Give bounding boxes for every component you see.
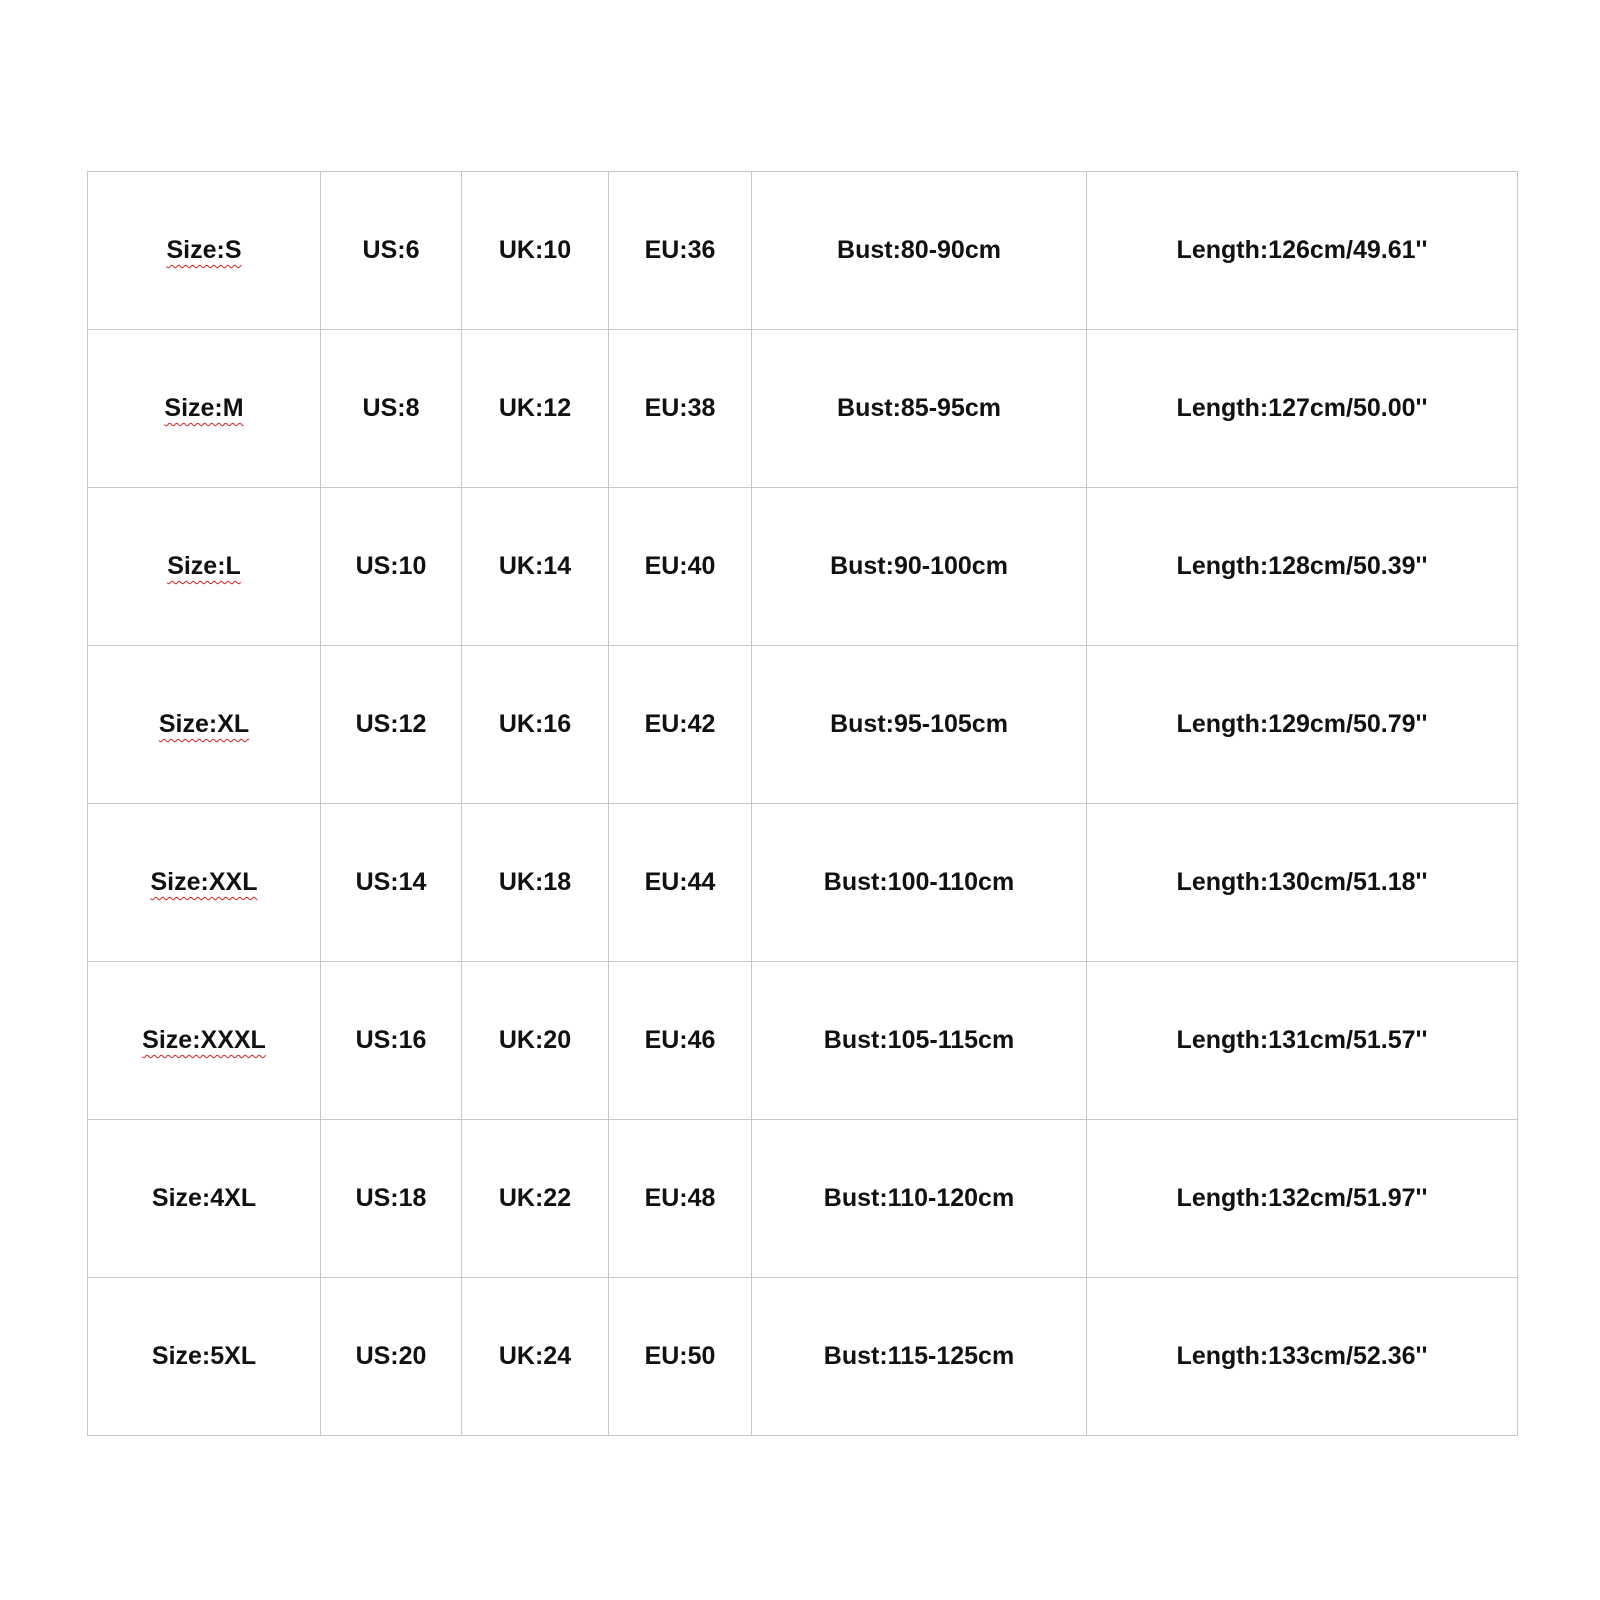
size-label: Size:XXXL (142, 1026, 266, 1054)
size-cell (88, 804, 321, 962)
length-cell: Length:128cm/50.39'' (1087, 488, 1518, 646)
bust-cell: Bust:110-120cm (752, 1120, 1087, 1278)
size-cell (88, 172, 321, 330)
size-label: Size:L (167, 552, 241, 580)
eu-size-cell: EU:46 (609, 962, 752, 1120)
bust-cell: Bust:90-100cm (752, 488, 1087, 646)
bust-cell: Bust:115-125cm (752, 1278, 1087, 1436)
bust-cell: Bust:80-90cm (752, 172, 1087, 330)
size-label: Size:M (164, 394, 244, 422)
size-chart-table (87, 171, 1518, 1436)
uk-size-cell: UK:16 (462, 646, 609, 804)
size-label: Size:4XL (151, 1184, 257, 1212)
eu-size-cell: EU:48 (609, 1120, 752, 1278)
bust-cell: Bust:100-110cm (752, 804, 1087, 962)
uk-size-cell: UK:24 (462, 1278, 609, 1436)
size-cell (88, 962, 321, 1120)
eu-size-cell: EU:36 (609, 172, 752, 330)
table-row (88, 172, 1518, 330)
table-row (88, 330, 1518, 488)
table-row (88, 1278, 1518, 1436)
uk-size-cell: UK:18 (462, 804, 609, 962)
size-label: Size:5XL (151, 1342, 257, 1370)
length-cell: Length:132cm/51.97'' (1087, 1120, 1518, 1278)
us-size-cell: US:10 (321, 488, 462, 646)
bust-cell: Bust:85-95cm (752, 330, 1087, 488)
uk-size-cell: UK:10 (462, 172, 609, 330)
table-row (88, 488, 1518, 646)
size-cell (88, 330, 321, 488)
size-label: Size:S (166, 236, 242, 264)
size-label: Size:XXL (150, 868, 258, 896)
size-cell (88, 646, 321, 804)
us-size-cell: US:20 (321, 1278, 462, 1436)
size-cell (88, 1120, 321, 1278)
us-size-cell: US:16 (321, 962, 462, 1120)
us-size-cell: US:18 (321, 1120, 462, 1278)
eu-size-cell: EU:40 (609, 488, 752, 646)
us-size-cell: US:8 (321, 330, 462, 488)
uk-size-cell: UK:14 (462, 488, 609, 646)
length-cell: Length:130cm/51.18'' (1087, 804, 1518, 962)
us-size-cell: US:6 (321, 172, 462, 330)
us-size-cell: US:14 (321, 804, 462, 962)
table-row (88, 646, 1518, 804)
size-cell (88, 488, 321, 646)
table-row (88, 1120, 1518, 1278)
length-cell: Length:127cm/50.00'' (1087, 330, 1518, 488)
eu-size-cell: EU:42 (609, 646, 752, 804)
size-cell (88, 1278, 321, 1436)
length-cell: Length:131cm/51.57'' (1087, 962, 1518, 1120)
size-label: Size:XL (158, 710, 250, 738)
bust-cell: Bust:95-105cm (752, 646, 1087, 804)
eu-size-cell: EU:44 (609, 804, 752, 962)
uk-size-cell: UK:20 (462, 962, 609, 1120)
table-row (88, 804, 1518, 962)
uk-size-cell: UK:12 (462, 330, 609, 488)
uk-size-cell: UK:22 (462, 1120, 609, 1278)
table-row (88, 962, 1518, 1120)
bust-cell: Bust:105-115cm (752, 962, 1087, 1120)
eu-size-cell: EU:50 (609, 1278, 752, 1436)
eu-size-cell: EU:38 (609, 330, 752, 488)
length-cell: Length:133cm/52.36'' (1087, 1278, 1518, 1436)
length-cell: Length:126cm/49.61'' (1087, 172, 1518, 330)
us-size-cell: US:12 (321, 646, 462, 804)
length-cell: Length:129cm/50.79'' (1087, 646, 1518, 804)
